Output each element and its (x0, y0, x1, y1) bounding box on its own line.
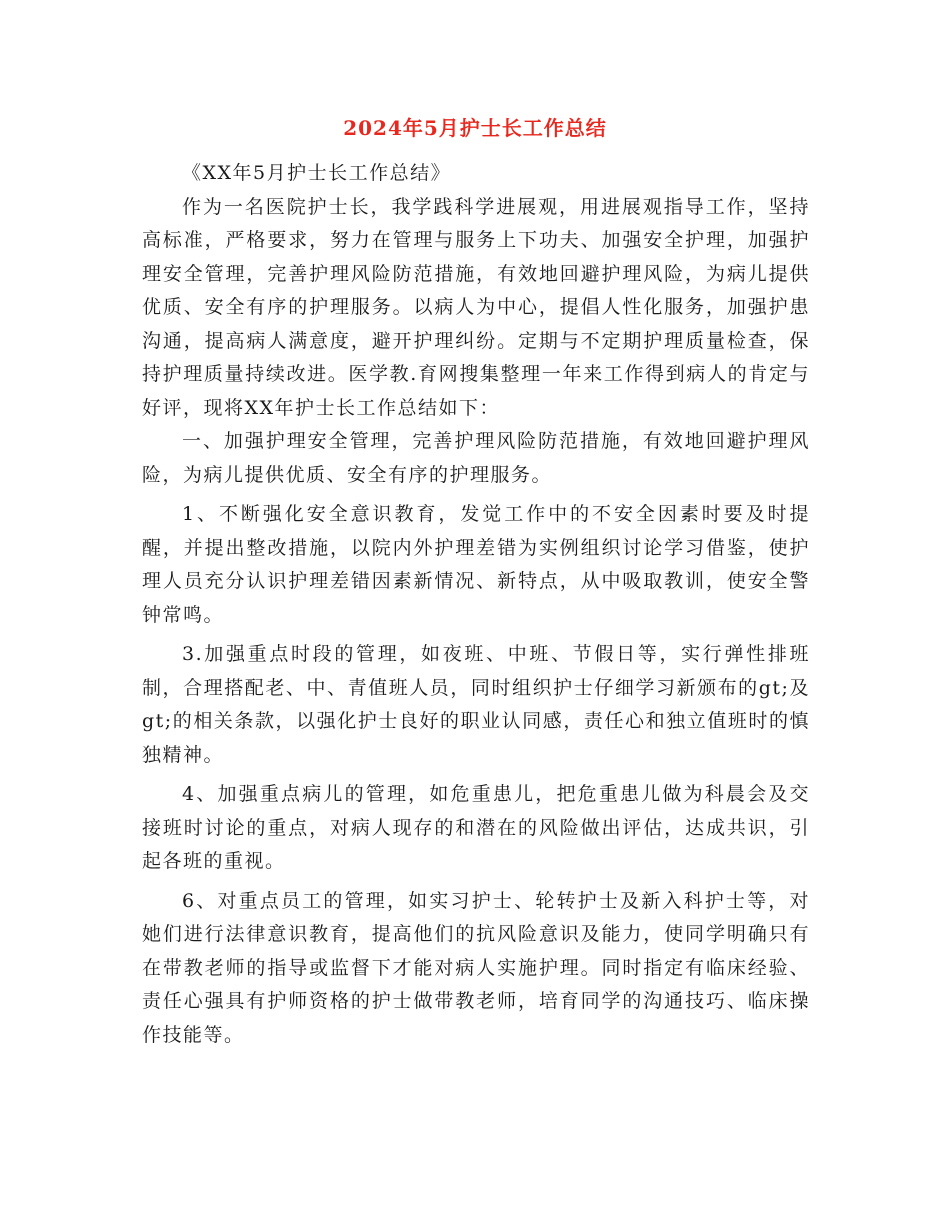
document-body (142, 157, 810, 1052)
paragraph-item-1: 1、不断强化安全意识教育，发觉工作中的不安全因素时要及时提醒，并提出整改措施，以院内外护理差错为实例组织讨论学习借鉴，使护理人员充分认识护理差错因素新情况、新特点，从中吸取教训，使安全警钟常鸣。 (142, 503, 810, 626)
document-title: 2024年5月护士长工作总结 (343, 116, 607, 140)
paragraph-section-one-heading: 一、加强护理安全管理，完善护理风险防范措施，有效地回避护理风险，为病儿提供优质、安全有序的护理服务。 (142, 430, 810, 486)
paragraph-source-title: 《XX年5月护士长工作总结》 (182, 162, 452, 184)
paragraph-intro: 作为一名医院护士长，我学践科学进展观，用进展观指导工作，坚持高标准，严格要求，努力在管理与服务上下功夫、加强安全护理，加强护理安全管理，完善护理风险防范措施，有效地回避护理风险，为病儿提供优质、安全有序的护理服务。以病人为中心，提倡人性化服务，加强护患沟通，提高病人满意度，避开护理纠纷。定期与不定期护理质量检查，保持护理质量持续改进。医学教.育网搜集整理一年来工作得到病人的肯定与好评，现将XX年护士长工作总结如下： (142, 195, 810, 419)
paragraph-item-6: 6、对重点员工的管理，如实习护士、轮转护士及新入科护士等，对她们进行法律意识教育，提高他们的抗风险意识及能力，使同学明确只有在带教老师的指导或监督下才能对病人实施护理。同时指定有临床经验、责任心强具有护师资格的护士做带教老师，培育同学的沟通技巧、临床操作技能等。 (142, 889, 810, 1046)
paragraph-item-4: 4、加强重点病儿的管理，如危重患儿，把危重患儿做为科晨会及交接班时讨论的重点，对病人现存的和潜在的风险做出评估，达成共识，引起各班的重视。 (142, 783, 810, 872)
paragraph-item-3: 3.加强重点时段的管理，如夜班、中班、节假日等，实行弹性排班制，合理搭配老、中、青值班人员，同时组织护士仔细学习新颁布的gt;及gt;的相关条款，以强化护士良好的职业认同感，责任心和独立值班时的慎独精神。 (142, 643, 810, 766)
